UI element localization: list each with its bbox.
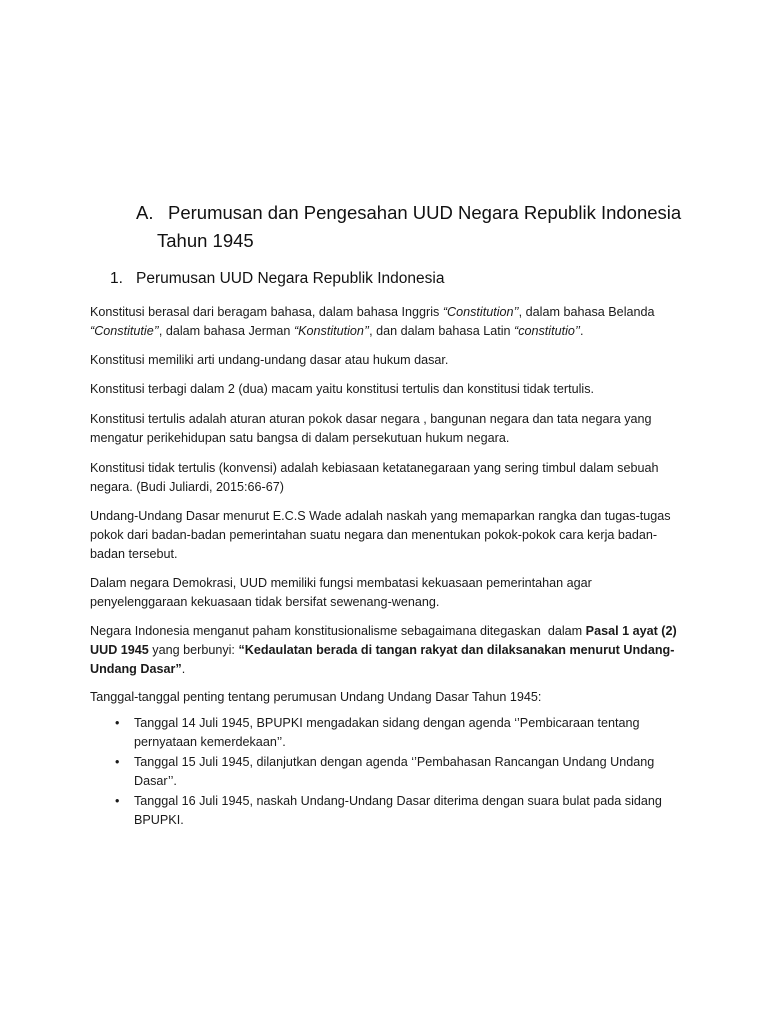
list-item-text: Tanggal 15 Juli 1945, dilanjutkan dengan agenda ‘’Pembahasan Rancangan Undang Undang Dasar’’.: [134, 755, 655, 788]
list-item-text: Tanggal 16 Juli 1945, naskah Undang-Undang Dasar diterima dengan suara bulat pada sidang BPUPKI.: [134, 794, 662, 827]
paragraph-macam-konstitusi: [90, 380, 680, 399]
paragraph-konstitusi-tertulis: [90, 410, 680, 448]
list-item: [90, 714, 690, 752]
section-title-line1: Perumusan dan Pengesahan UUD Negara Republik Indonesia: [168, 202, 682, 223]
subsection-marker: 1.: [110, 270, 123, 287]
bullet-list: [90, 714, 690, 831]
p5-term: Konstitusi tidak tertulis (konvensi): [90, 461, 277, 475]
bullet-icon: •: [115, 794, 120, 808]
p4-term: Konstitusi tertulis: [90, 412, 186, 426]
section-heading-a: [136, 199, 696, 255]
p8-quote: “Kedaulatan berada di tangan rakyat dan dilaksanakan menurut Undang-Undang Dasar”: [90, 643, 675, 676]
p1-term-dutch: “Constitutie’’: [90, 324, 159, 338]
p1-text-g: , dan dalam bahasa Latin: [369, 324, 515, 338]
p8-text-c: yang berbunyi:: [148, 643, 239, 657]
p1-text-i: .: [580, 324, 584, 338]
p3-text-c: .: [590, 382, 594, 396]
p1-term-german: “Konstitution’’: [293, 324, 370, 338]
p8-text-a: Negara Indonesia menganut paham konstitusionalisme sebagaimana ditegaskan dalam: [90, 624, 586, 638]
p5-text: adalah kebiasaan ketatanegaraan yang sering timbul dalam sebuah negara. (Budi Juliardi, 2015:66-67): [90, 461, 662, 494]
paragraph-uud-wade: Undang-Undang Dasar menurut E.C.S Wade adalah naskah yang memaparkan rangka dan tugas-tugas pokok dari badan-badan pemerintahan suatu negara dan menentukan pokok-pokok cara kerja badan-badan tersebut.: [90, 509, 671, 561]
p3-text-b: konstitusi tertulis dan konstitusi tidak tertulis: [346, 382, 591, 396]
paragraph-fungsi-uud: Dalam negara Demokrasi, UUD memiliki fungsi membatasi kekuasaan pemerintahan agar penyelenggaraan kekuasaan tidak bersifat sewenang-wenang.: [90, 576, 592, 609]
list-item-text: Tanggal 14 Juli 1945, BPUPKI mengadakan sidang dengan agenda ‘’Pembicaraan tentang pernyataan kemerdekaan’’.: [134, 716, 640, 749]
paragraph-konstitusionalisme: [90, 622, 680, 679]
list-item: [90, 792, 690, 830]
p8-text-e: .: [181, 662, 186, 676]
subsection-heading-1: [110, 270, 444, 288]
paragraph-konstitusi-asal: [90, 303, 680, 341]
p1-text-c: , dalam bahasa Belanda: [518, 305, 659, 319]
bullet-icon: •: [115, 716, 120, 730]
p8-pasal: Pasal 1 ayat (2) UUD 1945: [90, 624, 681, 657]
p4-text: adalah aturan aturan pokok dasar negara , bangunan negara dan tata negara yang mengatur perikehidupan satu bangsa di dalam persekutuan hukum negara.: [90, 412, 656, 445]
paragraph-arti-konstitusi: Konstitusi memiliki arti undang-undang dasar atau hukum dasar.: [90, 353, 449, 367]
section-marker: A.: [136, 202, 154, 223]
paragraph-tanggal-penting: Tanggal-tanggal penting tentang perumusan Undang Undang Dasar Tahun 1945:: [90, 690, 542, 704]
p1-term-english: “Constitution’’: [442, 305, 519, 319]
p1-term-latin: “constitutio’’: [514, 324, 581, 338]
paragraph-konstitusi-tidak-tertulis: [90, 459, 680, 497]
list-item: [90, 753, 690, 791]
section-title-line2: Tahun 1945: [157, 230, 254, 251]
p1-text-a: Konstitusi berasal dari beragam bahasa, dalam bahasa Inggris: [90, 305, 443, 319]
p1-text-e: , dalam bahasa Jerman: [158, 324, 294, 338]
subsection-title: Perumusan UUD Negara Republik Indonesia: [136, 270, 445, 287]
bullet-icon: •: [115, 755, 120, 769]
p3-text-a: Konstitusi terbagi dalam 2 (dua) macam yaitu: [90, 382, 347, 396]
